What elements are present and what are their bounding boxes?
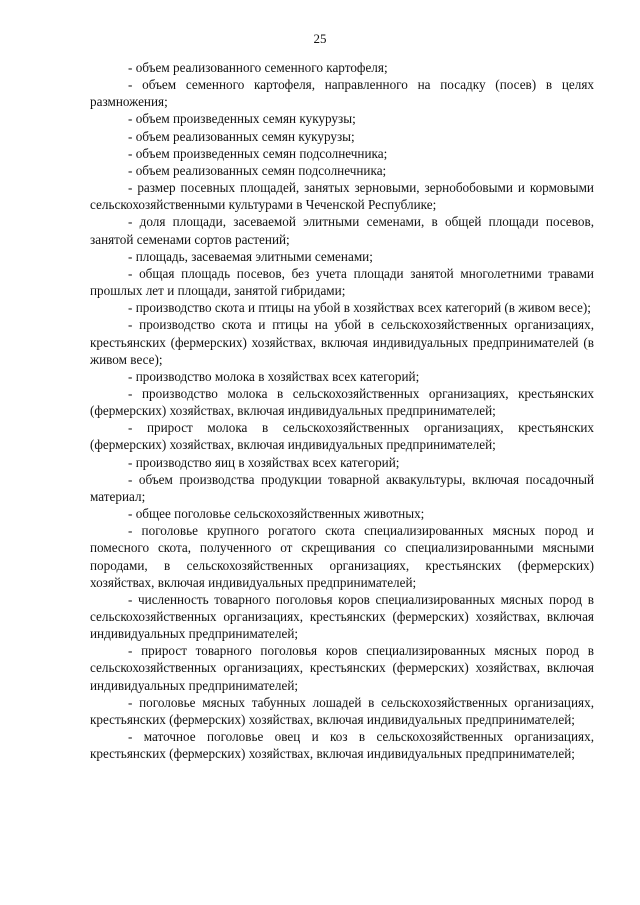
page-number: 25	[313, 31, 327, 46]
list-item: - площадь, засеваемая элитными семенами;	[128, 248, 373, 264]
list-item: - объем произведенных семян подсолнечника;	[128, 145, 388, 161]
list-item: - производство молока в сельскохозяйственных организациях, крестьянских (фермерских) хозяйствах, включая индивидуальных предпринимателей;	[90, 385, 594, 419]
list-item: - объем реализованных семян кукурузы;	[128, 128, 355, 144]
list-item: - прирост молока в сельскохозяйственных организациях, крестьянских (фермерских) хозяйствах, включая индивидуальных предпринимателей;	[90, 420, 594, 453]
list-item: - размер посевных площадей, занятых зерновыми, зернобобовыми и кормовыми сельскохозяйственными культурами в Чеченской Республике;	[90, 180, 594, 213]
list-item: - производство скота и птицы на убой в сельскохозяйственных организациях, крестьянских (фермерских) хозяйствах, включая индивидуальных предпринимателей (в живом весе);	[90, 317, 594, 367]
list-item: - объем производства продукции товарной аквакультуры, включая посадочный материал;	[90, 471, 594, 504]
list-item: - поголовье крупного рогатого скота специализированных мясных пород и помесного скота, полученного от скрещивания со специализированными мясными породами, в сельскохозяйственных организациях, крестьянских (фермерских) хозяйствах, включая индивидуальных предпринимателей;	[90, 523, 594, 590]
list-item: - доля площади, засеваемой элитными семенами, в общей площади посевов, занятой семенами сортов растений;	[90, 214, 594, 247]
list-item: - маточное поголовье овец и коз в сельскохозяйственных организациях, крестьянских (фермерских) хозяйствах, включая индивидуальных предпринимателей;	[90, 729, 594, 762]
list-item: - общее поголовье сельскохозяйственных животных;	[128, 506, 425, 522]
list-item: - объем реализованных семян подсолнечника;	[128, 162, 387, 178]
list-item: - объем реализованного семенного картофеля;	[128, 60, 388, 75]
list-item: - объем произведенных семян кукурузы;	[128, 111, 356, 127]
list-item: - объем семенного картофеля, направленного на посадку (посев) в целях размножения;	[90, 77, 594, 110]
list-item: - прирост товарного поголовья коров специализированных мясных пород в сельскохозяйственных организациях, крестьянских (фермерских) хозяйствах, включая индивидуальных предпринимателей;	[90, 643, 594, 693]
list-item: - численность товарного поголовья коров специализированных мясных пород в сельскохозяйственных организациях, крестьянских (фермерских) хозяйствах, включая индивидуальных предпринимателей;	[90, 591, 594, 642]
list-item: - поголовье мясных табунных лошадей в сельскохозяйственных организациях, крестьянских (фермерских) хозяйствах, включая индивидуальных предпринимателей;	[90, 694, 594, 727]
indicator-list	[90, 59, 594, 762]
list-item: - производство яиц в хозяйствах всех категорий;	[128, 454, 400, 470]
list-item: - общая площадь посевов, без учета площади занятой многолетними травами прошлых лет и площади, занятой гибридами;	[90, 265, 594, 299]
list-item: - производство молока в хозяйствах всех категорий;	[128, 368, 420, 384]
list-item: - производство скота и птицы на убой в хозяйствах всех категорий (в живом весе);	[128, 300, 591, 316]
